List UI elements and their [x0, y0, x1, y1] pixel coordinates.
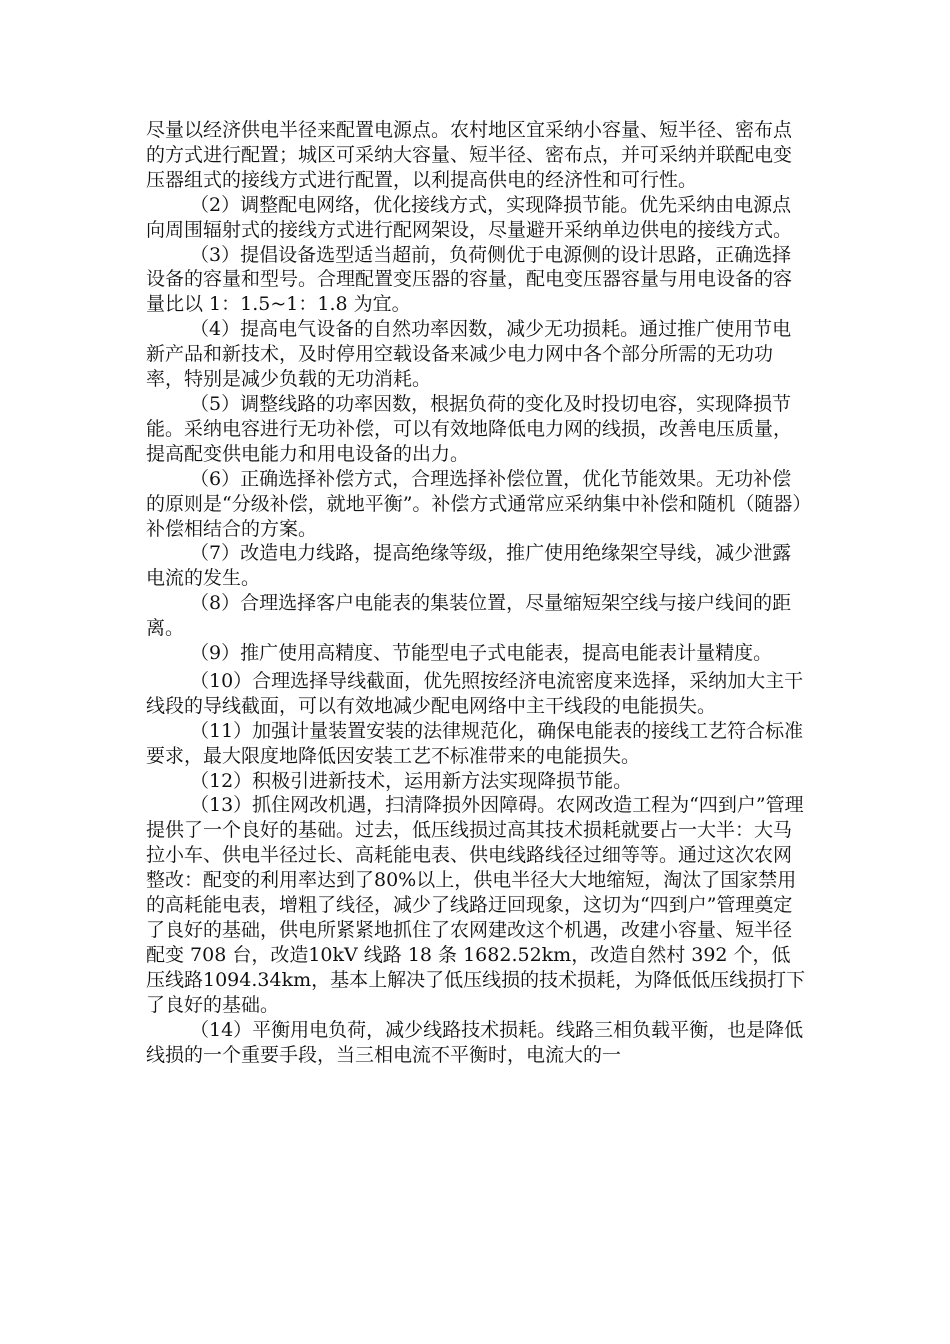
paragraph-item-5: （5）调整线路的功率因数，根据负荷的变化及时投切电容，实现降损节能。采纳电容进行无功补偿，可以有效地降低电力网的线损，改善电压质量，提高配变供电能力和用电设备的出力。	[146, 392, 793, 465]
paragraph-continuation: 尽量以经济供电半径来配置电源点。农村地区宜采纳小容量、短半径、密布点的方式进行配置；城区可采纳大容量、短半径、密布点，并可采纳并联配电变压器组式的接线方式进行配置，以利提高供电的经济性和可行性。	[146, 119, 793, 191]
paragraph-item-11: （11）加强计量装置安装的法律规范化，确保电能表的接线工艺符合标准要求，最大限度地降低因安装工艺不标准带来的电能损失。	[146, 719, 804, 767]
document-body	[146, 118, 806, 1067]
paragraph-item-4: （4）提高电气设备的自然功率因数，减少无功损耗。通过推广使用节电新产品和新技术，及时停用空载设备来减少电力网中各个部分所需的无功功率，特别是减少负载的无功消耗。	[146, 318, 792, 391]
paragraph-item-8: （8）合理选择客户电能表的集装位置，尽量缩短架空线与接户线间的距离。	[146, 592, 792, 640]
paragraph-item-6: （6）正确选择补偿方式，合理选择补偿位置，优化节能效果。无功补偿的原则是“分级补偿，就地平衡”。补偿方式通常应采纳集中补偿和随机（随器）补偿相结合的方案。	[146, 467, 802, 540]
paragraph-item-2: （2）调整配电网络，优化接线方式，实现降损节能。优先采纳由电源点向周围辐射式的接线方式进行配网架设，尽量避开采纳单边供电的接线方式。	[146, 193, 793, 241]
paragraph-item-3: （3）提倡设备选型适当超前，负荷侧优于电源侧的设计思路，正确选择设备的容量和型号。合理配置变压器的容量，配电变压器容量与用电设备的容量比以 1：1.5~1：1.8 为宜。	[146, 243, 793, 316]
paragraph-item-14: （14）平衡用电负荷，减少线路技术损耗。线路三相负载平衡，也是降低线损的一个重要手段，当三相电流不平衡时，电流大的一	[146, 1018, 804, 1066]
paragraph-item-13: （13）抓住网改机遇，扫清降损外因障碍。农网改造工程为“四到户”管理提供了一个良好的基础。过去，低压线损过高其技术损耗就要占一大半：大马拉小车、供电半径过长、高耗能电表、供电线路线径过细等等。通过这次农网整改：配变的利用率达到了80%以上，供电半径大大地缩短，淘汰了国家禁用的高耗能电表，增粗了线径，减少了线路迂回现象，这切为“四到户”管理奠定了良好的基础，供电所紧紧地抓住了农网建改这个机遇，改建小容量、短半径配变 708 台，改造10kV 线路 18 条 1682.52km，改造自然村 392 个，低压线路1094.34km，基本上解决了低压线损的技术损耗，为降低低压线损打下了良好的基础。	[146, 794, 806, 1016]
paragraph-item-10: （10）合理选择导线截面，优先照按经济电流密度来选择，采纳加大主干线段的导线截面，可以有效地减少配电网络中主干线段的电能损失。	[146, 669, 804, 717]
paragraph-item-9: （9）推广使用高精度、节能型电子式电能表，提高电能表计量精度。	[190, 642, 773, 665]
paragraph-item-12: （12）积极引进新技术，运用新方法实现降损节能。	[190, 769, 633, 792]
paragraph-item-7: （7）改造电力线路，提高绝缘等级，推广使用绝缘架空导线，减少泄露电流的发生。	[146, 542, 792, 590]
